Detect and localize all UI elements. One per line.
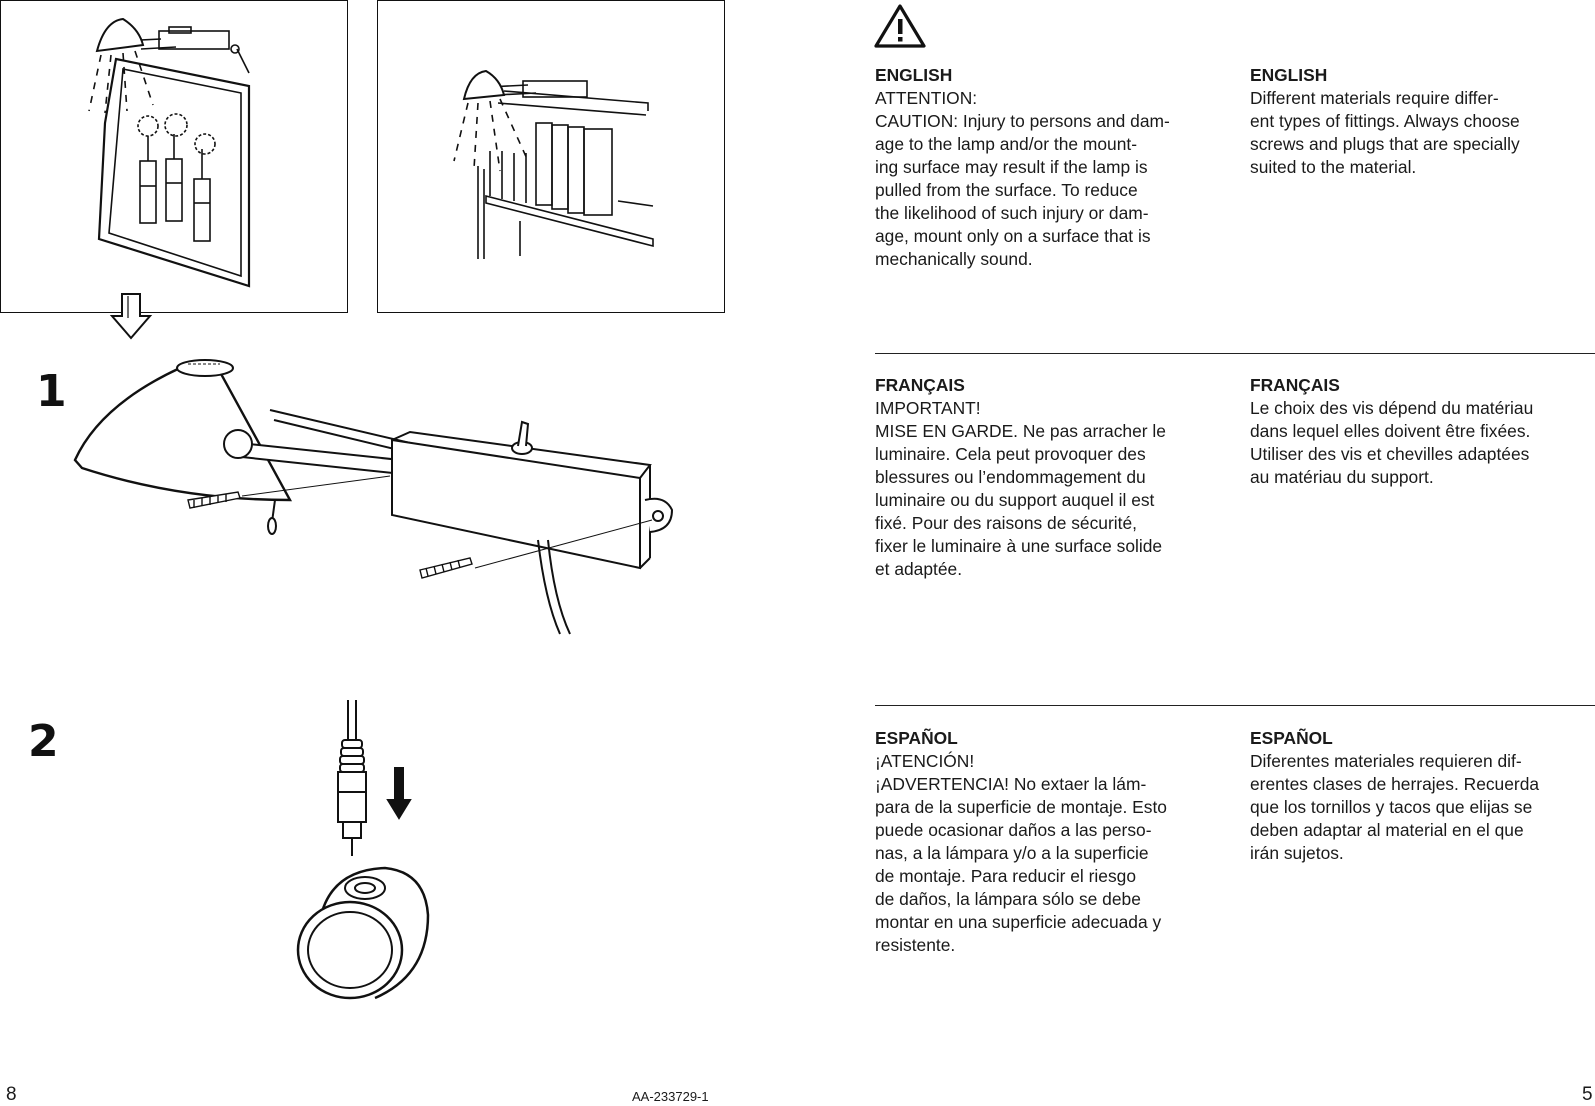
english-warning-line: the likelihood of such injury or dam- xyxy=(875,203,1149,223)
spanish-fittings-line: que los tornillos y tacos que elijas se xyxy=(1250,797,1533,817)
english-heading: ENGLISH xyxy=(1250,65,1328,85)
spanish-warning-line: de daños, la lámpara sólo se debe xyxy=(875,889,1141,909)
warning-triangle-icon xyxy=(873,3,927,49)
english-warning-column xyxy=(875,64,1220,271)
french-warning-line: fixer le luminaire à une surface solide xyxy=(875,536,1163,556)
spanish-warning-line: ¡ATENCIÓN! xyxy=(875,751,975,771)
spanish-warning-line: nas, a la lámpara y/o a la superficie xyxy=(875,843,1149,863)
spanish-fittings-line: Diferentes materiales requieren dif- xyxy=(1250,751,1522,771)
french-warning-line: blessures ou l’endommagement du xyxy=(875,467,1146,487)
arrow-down-icon xyxy=(108,292,154,342)
spanish-warning-line: resistente. xyxy=(875,935,956,955)
english-fittings-line: screws and plugs that are specially xyxy=(1250,134,1520,154)
french-fittings-column xyxy=(1250,374,1595,489)
spanish-warning-column xyxy=(875,727,1220,957)
french-warning-line: luminaire ou du support auquel il est xyxy=(875,490,1155,510)
spanish-fittings-line: erentes clases de herrajes. Recuerda xyxy=(1250,774,1540,794)
french-fittings-line: dans lequel elles doivent être fixées. xyxy=(1250,421,1531,441)
english-warning-line: ing surface may result if the lamp is xyxy=(875,157,1148,177)
english-warning-line: pulled from the surface. To reduce xyxy=(875,180,1138,200)
spanish-warning-line: para de la superficie de montaje. Esto xyxy=(875,797,1167,817)
french-heading: FRANÇAIS xyxy=(875,375,965,395)
step-number-2: 2 xyxy=(28,716,59,767)
french-warning-line: MISE EN GARDE. Ne pas arracher le xyxy=(875,421,1166,441)
french-heading: FRANÇAIS xyxy=(1250,375,1340,395)
english-warning-line: ATTENTION: xyxy=(875,88,978,108)
plug-illustration xyxy=(290,700,460,1020)
french-warning-line: luminaire. Cela peut provoquer des xyxy=(875,444,1146,464)
english-warning-line: CAUTION: Injury to persons and dam- xyxy=(875,111,1170,131)
spanish-warning-line: ¡ADVERTENCIA! No extaer la lám- xyxy=(875,774,1147,794)
section-divider xyxy=(875,705,1595,706)
french-fittings-line: Le choix des vis dépend du matériau xyxy=(1250,398,1534,418)
spanish-fittings-line: irán sujetos. xyxy=(1250,843,1344,863)
english-fittings-line: ent types of fittings. Always choose xyxy=(1250,111,1520,131)
page-number-left: 8 xyxy=(6,1084,17,1105)
english-fittings-column xyxy=(1250,64,1595,179)
spanish-heading: ESPAÑOL xyxy=(875,728,958,748)
spanish-heading: ESPAÑOL xyxy=(1250,728,1333,748)
spanish-fittings-line: deben adaptar al material en el que xyxy=(1250,820,1524,840)
french-warning-line: fixé. Pour des raisons de sécurité, xyxy=(875,513,1137,533)
english-warning-line: mechanically sound. xyxy=(875,249,1033,269)
english-warning-line: age, mount only on a surface that is xyxy=(875,226,1151,246)
spanish-warning-line: puede ocasionar daños a las perso- xyxy=(875,820,1152,840)
panel-wall-picture xyxy=(0,0,348,313)
spanish-fittings-column xyxy=(1250,727,1595,865)
english-fittings-line: Different materials require differ- xyxy=(1250,88,1499,108)
panel-shelf-books xyxy=(377,0,725,313)
shelf-light-illustration xyxy=(378,1,723,311)
english-fittings-line: suited to the material. xyxy=(1250,157,1417,177)
french-fittings-line: au matériau du support. xyxy=(1250,467,1434,487)
document-number: AA-233729-1 xyxy=(632,1089,709,1104)
french-warning-line: IMPORTANT! xyxy=(875,398,981,418)
spanish-warning-line: de montaje. Para reducir el riesgo xyxy=(875,866,1136,886)
english-heading: ENGLISH xyxy=(875,65,953,85)
french-warning-line: et adaptée. xyxy=(875,559,963,579)
spanish-warning-line: montar en una superficie adecuada y xyxy=(875,912,1162,932)
page-number-right: 5 xyxy=(1582,1084,1593,1105)
picture-light-illustration xyxy=(1,1,346,311)
lamp-mounting-illustration xyxy=(60,350,700,650)
step-number-1: 1 xyxy=(36,366,67,417)
french-warning-column xyxy=(875,374,1220,581)
french-fittings-line: Utiliser des vis et chevilles adaptées xyxy=(1250,444,1530,464)
section-divider xyxy=(875,353,1595,354)
english-warning-line: age to the lamp and/or the mount- xyxy=(875,134,1137,154)
